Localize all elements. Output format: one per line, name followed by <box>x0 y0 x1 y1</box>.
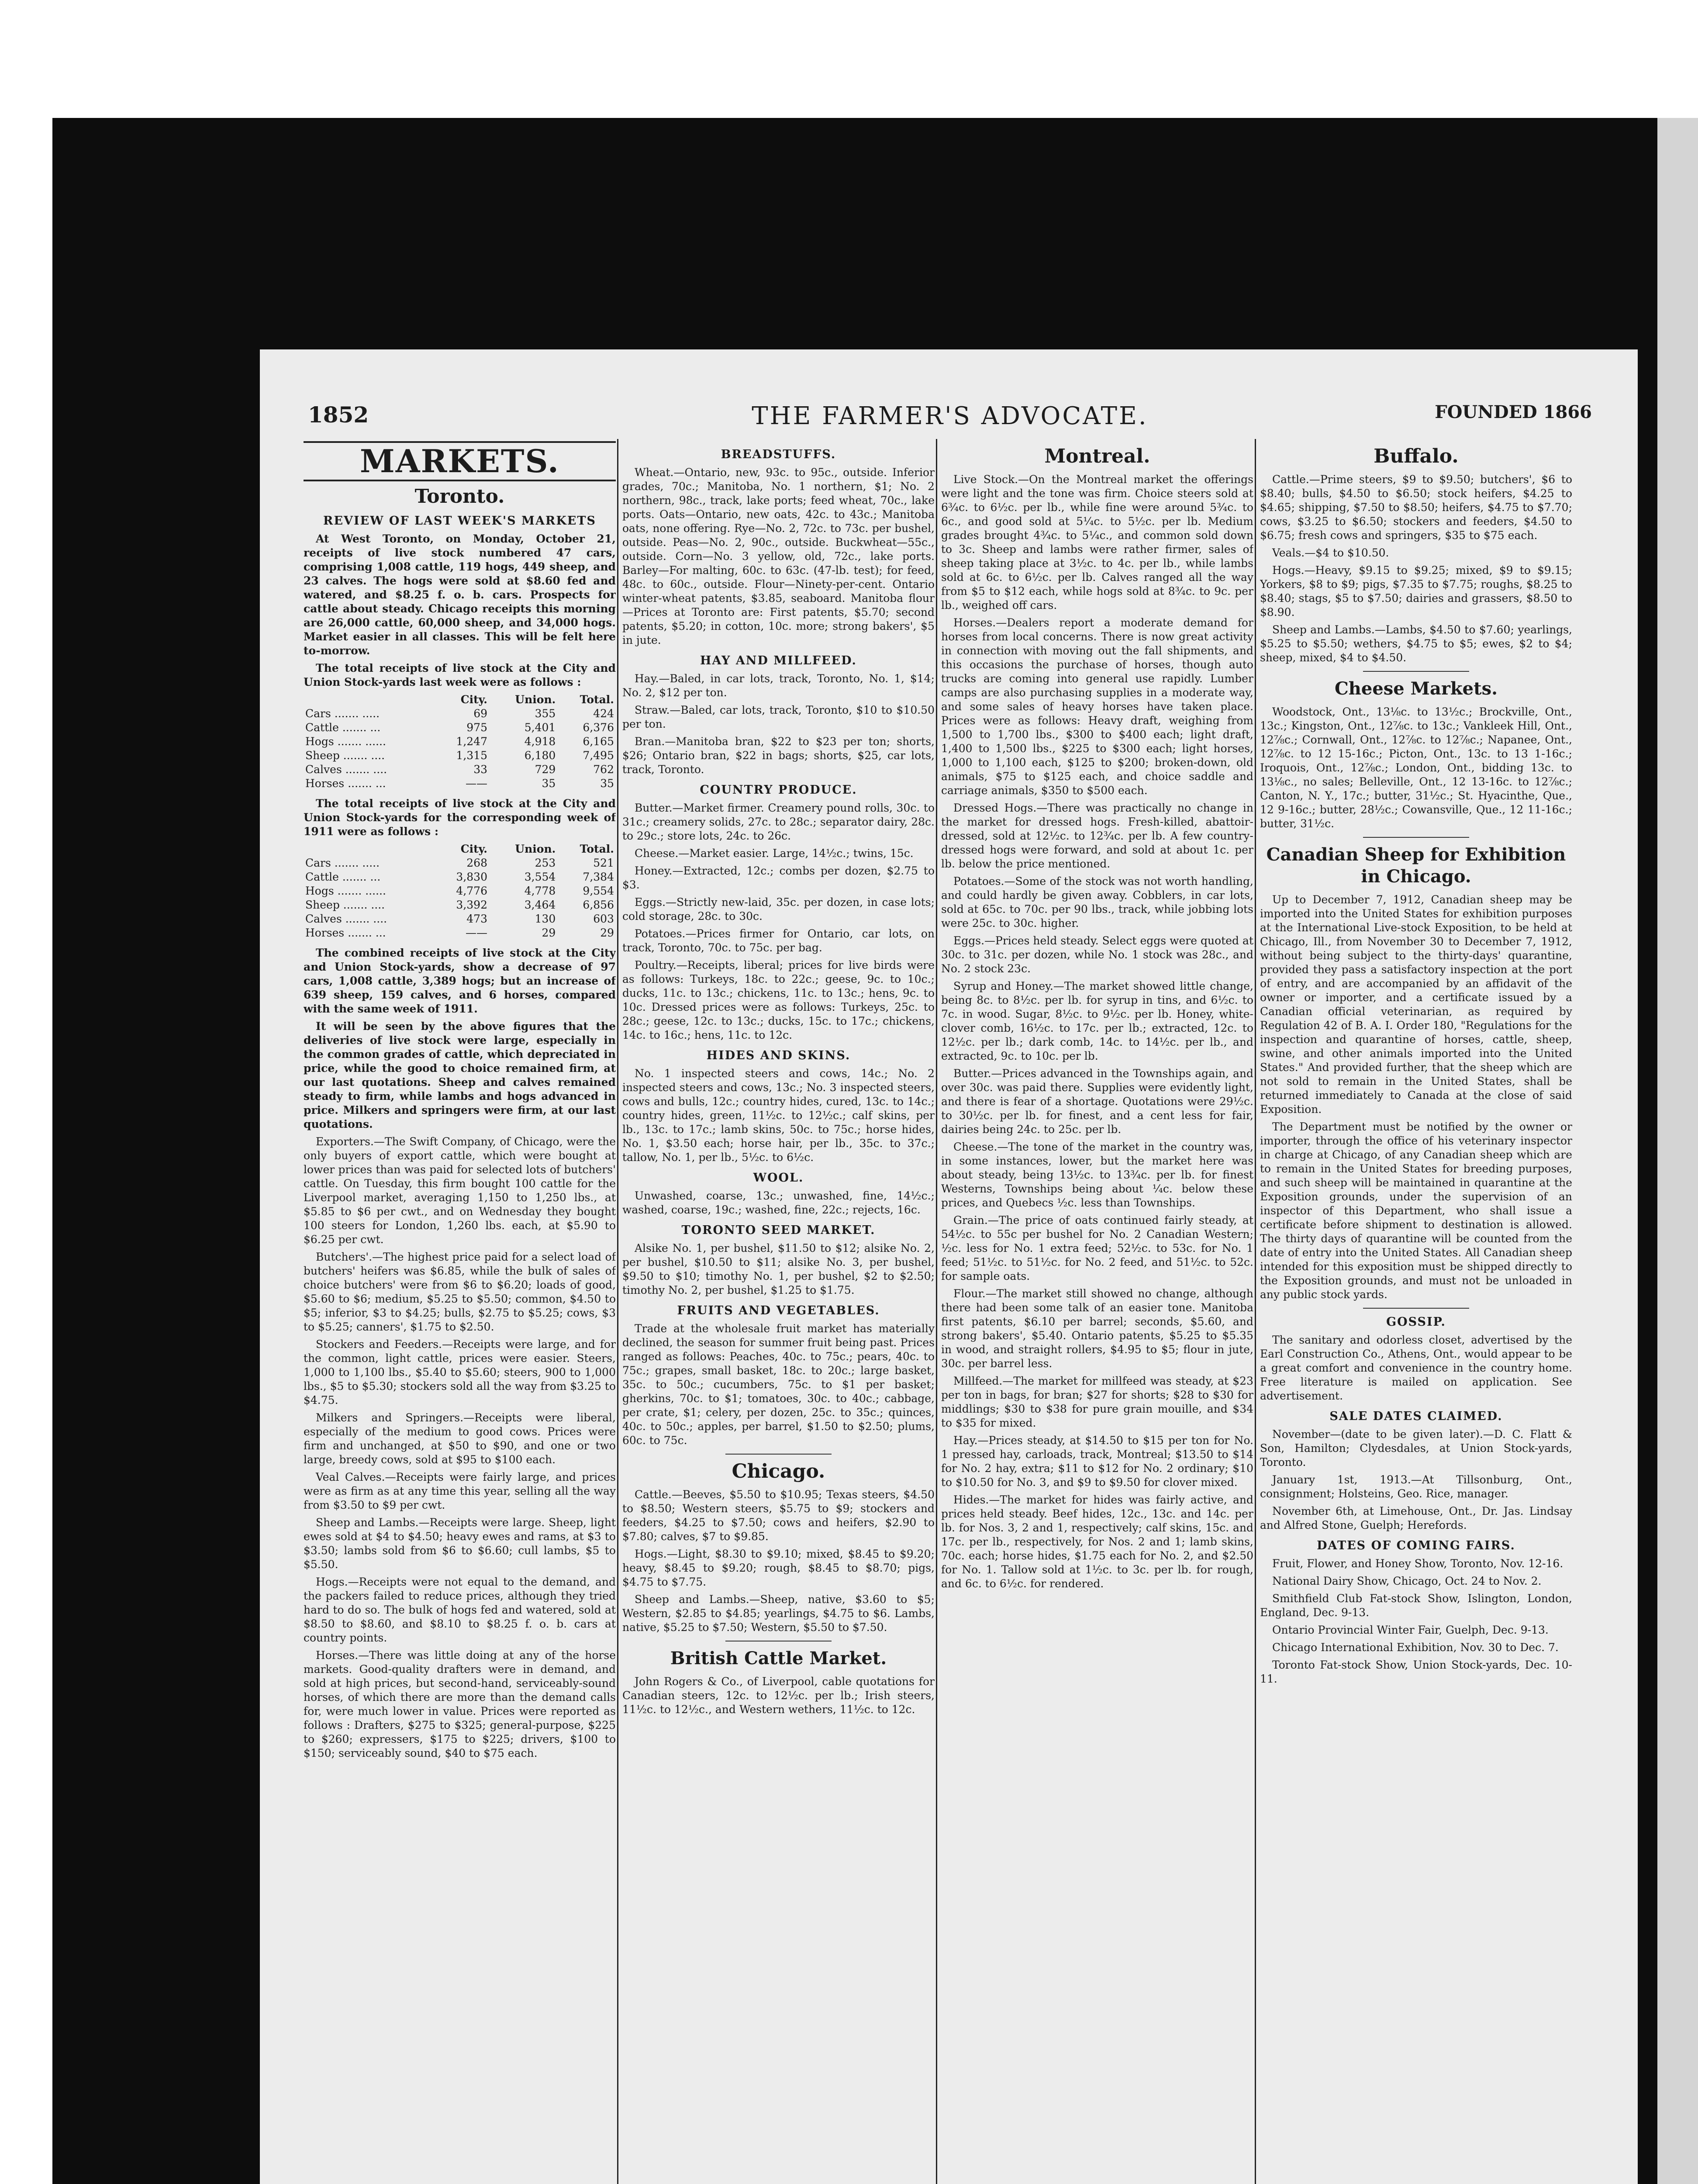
article-paragraph: Smithfield Club Fat-stock Show, Islington, London, England, Dec. 9-13. <box>1260 1592 1572 1619</box>
article-paragraph: Stockers and Feeders.—Receipts were large, and for the common, light cattle, prices were easier. Steers, 1,000 to 1,100 lbs., $5.40 to $5.60; steers, 900 to 1,000 lbs., $5 to $5.30; stockers sold all the way from $3.25 to $4.75. <box>304 1338 616 1406</box>
article-paragraph: Toronto Fat-stock Show, Union Stock-yards, Dec. 10-11. <box>1260 1659 1572 1685</box>
column-rule <box>1255 439 1256 2184</box>
coming-fairs-heading: DATES OF COMING FAIRS. <box>1317 1539 1515 1552</box>
table-header-cell: Total. <box>580 693 614 706</box>
british-cattle-heading: British Cattle Market. <box>670 1648 887 1669</box>
toronto-heading: Toronto. <box>414 485 505 508</box>
article-paragraph: Sheep and Lambs.—Receipts were large. Sheep, light ewes sold at $4 to $4.50; heavy ewes and rams, at $3 to $3.50; lambs sold from $6 to $6.60; cull lambs, $5 to $5.50. <box>304 1516 616 1571</box>
article-paragraph: Veal Calves.—Receipts were fairly large, and prices were as firm as at any time this year, selling all the way from $3.50 to $9 per cwt. <box>304 1471 616 1511</box>
article-paragraph: The total receipts of live stock at the City and Union Stock-yards for the corresponding week of 1911 were as follows : <box>304 797 616 838</box>
table-cell: —— <box>466 926 487 939</box>
article-paragraph: Poultry.—Receipts, liberal; prices for live birds were as follows: Turkeys, 18c. to 22c.; geese, 9c. to 10c.; ducks, 11c. to 13c.; chickens, 11c. to 13c.; hens, 9c. to 10c. Dressed prices were as follows: Turkeys, 25c. to 28c.; geese, 12c. to 13c.; ducks, 15c. to 17c.; chickens, 14c. to 16c.; hens, 11c. to 12c. <box>622 959 935 1041</box>
article-paragraph: Hides.—The market for hides was fairly active, and prices held steady. Beef hides, 12c., 13c. and 14c. per lb. for Nos. 3, 2 and 1, respectively; calf skins, 15c. and 17c. per lb., respectively, for Nos. 2 and 1; lamb skins, 70c. each; horse hides, $1.75 each for No. 2, and $2.50 for No. 1. Tallow sold at 1½c. to 3c. per lb. for rough, and 6c. to 6½c. for rendered. <box>941 1493 1253 1590</box>
table-cell: Cattle ....... ... <box>305 871 381 883</box>
table-cell: 3,830 <box>456 871 487 883</box>
table-cell: 3,464 <box>524 898 556 911</box>
table-cell: 33 <box>473 763 487 776</box>
founded-year: FOUNDED 1866 <box>1435 402 1592 422</box>
table-cell: Calves ....... .... <box>305 912 387 925</box>
table-cell: 29 <box>600 926 614 939</box>
table-header-cell <box>304 693 435 707</box>
table-cell: Horses ....... ... <box>305 777 386 790</box>
article-paragraph: November 6th, at Limehouse, Ont., Dr. Jas. Lindsay and Alfred Stone, Guelph; Herefords. <box>1260 1505 1572 1531</box>
article-paragraph: At West Toronto, on Monday, October 21, receipts of live stock numbered 47 cars, comprising 1,008 cattle, 119 hogs, 449 sheep, and 23 calves. The hogs were sold at $8.60 fed and watered, and $8.25 f. o. b. cars. Prospects for cattle about steady. Chicago receipts this morning are 26,000 cattle, 60,000 sheep, and 34,000 hogs. Market easier in all classes. This will be felt here to-morrow. <box>304 532 616 657</box>
table-cell: Cattle ....... ... <box>305 721 381 734</box>
table-cell: 69 <box>473 707 487 720</box>
table-row <box>304 749 616 763</box>
column-buffalo-gossip <box>1260 441 1572 2184</box>
sale-dates-heading: SALE DATES CLAIMED. <box>1329 1410 1503 1423</box>
article-paragraph: November—(date to be given later).—D. C. Flatt & Son, Hamilton; Clydesdales, at Union Stock-yards, Toronto. <box>1260 1428 1572 1469</box>
table-row <box>304 735 616 749</box>
article-paragraph: Wheat.—Ontario, new, 93c. to 95c., outside. Inferior grades, 70c.; Manitoba, No. 1 northern, $1; No. 2 northern, 98c., track, lake ports; feed wheat, 70c., lake ports. Oats—Ontario, new oats, 42c. to 43c.; Manitoba oats, none offering. Rye—No. 2, 72c. to 73c. per bushel, outside. Peas—No. 2, 90c., outside. Buckwheat—55c., outside. Corn—No. 3 yellow, old, 72c., lake ports. Barley—For malting, 60c. to 63c. (47-lb. test); for feed, 48c. to 60c., outside. Flour—Ninety-per-cent. Ontario winter-wheat patents, $3.85, seaboard. Manitoba flour—Prices at Toronto are: First patents, $5.70; second patents, $5.20; in cotton, 10c. more; strong bakers', $5 in jute. <box>622 466 935 646</box>
article-paragraph: No. 1 inspected steers and cows, 14c.; No. 2 inspected steers and cows, 13c.; No. 3 inspected steers, cows and bulls, 12c.; country hides, cured, 13c. to 14c.; country hides, green, 11½c. to 12½c.; calf skins, per lb., 13c. to 17c.; lamb skins, 50c. to 75c.; horse hides, No. 1, $3.50 each; horse hair, per lb., 35c. to 37c.; tallow, No. 1, per lb., 5½c. to 6½c. <box>622 1067 935 1164</box>
table-cell: 603 <box>593 912 614 925</box>
table-header-row <box>304 693 616 707</box>
column-breadstuffs-produce <box>622 441 935 2184</box>
article-paragraph: Straw.—Baled, car lots, track, Toronto, $10 to $10.50 per ton. <box>622 704 935 730</box>
section-divider <box>1363 1308 1469 1309</box>
article-paragraph: Exporters.—The Swift Company, of Chicago, were the only buyers of export cattle, which were bought at lower prices than was paid for selected lots of butchers' cattle. On Tuesday, this firm bought 100 cattle for the Liverpool market, averaging 1,150 to 1,250 lbs., at $5.85 to $6 per cwt., and on Wednesday they bought 100 steers for London, 1,260 lbs. each, at $5.90 to $6.25 per cwt. <box>304 1135 616 1246</box>
article-paragraph: Cattle.—Prime steers, $9 to $9.50; butchers', $6 to $8.40; bulls, $4.50 to $6.50; stock heifers, $4.25 to $4.65; shipping, $7.50 to $8.50; heifers, $4.75 to $7.70; cows, $3.25 to $6.50; stockers and feeders, $4.50 to $6.75; fresh cows and springers, $35 to $75 each. <box>1260 473 1572 542</box>
article-paragraph: Cattle.—Beeves, $5.50 to $10.95; Texas steers, $4.50 to $8.50; Western steers, $5.75 to $9; stockers and feeders, $4.25 to $7.50; cows and heifers, $2.90 to $7.80; calves, $7 to $9.85. <box>622 1488 935 1543</box>
page-number: 1852 <box>308 402 369 428</box>
table-header-cell: Total. <box>580 843 614 855</box>
table-cell: 4,778 <box>524 885 556 897</box>
table-row <box>304 884 616 898</box>
table-row <box>304 898 616 912</box>
table-row <box>304 926 616 940</box>
chicago-heading: Chicago. <box>732 1460 825 1482</box>
table-row <box>304 707 616 721</box>
table-row <box>304 721 616 735</box>
article-paragraph: Hay.—Baled, in car lots, track, Toronto, No. 1, $14; No. 2, $12 per ton. <box>622 672 935 699</box>
article-paragraph: Hogs.—Light, $8.30 to $9.10; mixed, $8.45 to $9.20; heavy, $8.45 to $9.20; rough, $8.45 to $8.70; pigs, $4.75 to $7.75. <box>622 1548 935 1588</box>
adjacent-page-edge <box>1657 118 1698 2184</box>
article-paragraph: Honey.—Extracted, 12c.; combs per dozen, $2.75 to $3. <box>622 864 935 891</box>
table-row <box>304 763 616 777</box>
table-cell: 6,180 <box>524 749 556 762</box>
article-paragraph: John Rogers & Co., of Liverpool, cable quotations for Canadian steers, 12c. to 12½c. per lb.; Irish steers, 11½c. to 12½c., and Western wethers, 11½c. to 12c. <box>622 1675 935 1716</box>
article-paragraph: Millfeed.—The market for millfeed was steady, at $23 per ton in bags, for bran; $27 for shorts; $28 to $30 for middlings; $30 to $38 for pure grain mouille, and $34 to $35 for mixed. <box>941 1375 1253 1429</box>
table-cell: 7,495 <box>583 749 614 762</box>
table-header-cell <box>304 842 435 856</box>
table-cell: 253 <box>535 857 556 869</box>
section-divider <box>1363 837 1469 838</box>
article-paragraph: Grain.—The price of oats continued fairly steady, at 54½c. to 55c per bushel for No. 2 Canadian Western; ½c. less for No. 1 extra feed; 52½c. to 53c. for No. 1 feed; 51½c. to 51½c. for No. 2 feed, and 51½c. to 52c. for sample oats. <box>941 1214 1253 1282</box>
table-cell: 762 <box>593 763 614 776</box>
table-cell: 521 <box>593 857 614 869</box>
table-header-cell: City. <box>460 693 487 706</box>
article-paragraph: Potatoes.—Some of the stock was not worth handling, and could hardly be given away. Cobblers, in car lots, sold at 65c. to 70c. per 90 lbs., track, while jobbing lots were 25c. to 30c. higher. <box>941 875 1253 930</box>
article-paragraph: Woodstock, Ont., 13⅛c. to 13½c.; Brockville, Ont., 13c.; Kingston, Ont., 12⅞c. to 13c.; Vankleek Hill, Ont., 12⅞c.; Cornwall, Ont., 12⅞c. to 12⅞c.; Napanee, Ont., 12⅞c. to 12 15-16c.; Picton, Ont., 13c. to 13 1-16c.; Iroquois, Ont., 12⅞c.; London, Ont., bidding 13c. to 13⅛c., no sales; Belleville, Ont., 12 13-16c. to 12⅞c.; Canton, N. Y., 17c.; butter, 31½c.; St. Hyacinthe, Que., 12 9-16c.; butter, 28½c.; Cowansville, Que., 12 11-16c.; butter, 31½c. <box>1260 705 1572 830</box>
table-row <box>304 870 616 884</box>
article-paragraph: Veals.—$4 to $10.50. <box>1272 546 1389 559</box>
markets-title: MARKETS. <box>304 441 616 481</box>
article-paragraph: Butter.—Prices advanced in the Townships again, and over 30c. was paid there. Supplies were evidently light, and there is fear of a shortage. Quotations were 29½c. to 30½c. per lb. for finest, and a cent less for fair, dairies being 24c. to 25c. per lb. <box>941 1067 1253 1136</box>
article-paragraph: Up to December 7, 1912, Canadian sheep may be imported into the United States for exhibition purposes at the International Live-stock Exposition, to be held at Chicago, Ill., from November 30 to December 7, 1912, without being subject to the thirty-days' quarantine, provided they pass a satisfactory inspection at the port of entry, and are accompanied by an affidavit of the owner or importer, and a certificate issued by a Canadian official veterinarian, as required by Regulation 42 of B. A. I. Order 180, "Regulations for the inspection and quarantine of horses, cattle, sheep, swine, and other animals imported into the United States." And provided further, that the sheep which are not sold to remain in the United States, shall be returned immediately to Canada at the close of said Exposition. <box>1260 893 1572 1116</box>
table-cell: Calves ....... .... <box>305 763 387 776</box>
article-paragraph: Live Stock.—On the Montreal market the offerings were light and the tone was firm. Choice steers sold at 6¾c. to 6½c. per lb., while fine were around 5¾c. to 6c., and good sold at 5¼c. to 5½c. per lb. Medium grades brought 4¾c. to 5¼c., and common sold down to 3c. Sheep and lambs were rather firmer, sales of sheep taking place at 3½c. to 4c. per lb., while lambs sold at 6c. to 6½c. per lb. Calves ranged all the way from $5 to $12 each, while hogs sold at 8¾c. to 9c. per lb., weighed off cars. <box>941 473 1253 612</box>
table-cell: 473 <box>466 912 487 925</box>
table-cell: Sheep ....... .... <box>305 749 385 762</box>
table-cell: 7,384 <box>583 871 614 883</box>
table-header-cell: Union. <box>515 843 556 855</box>
breadstuffs-heading: BREADSTUFFS. <box>721 448 836 461</box>
article-paragraph: The sanitary and odorless closet, advertised by the Earl Construction Co., Athens, Ont., would appear to be a great comfort and convenience in the country home. Free literature is mailed on application. See advertisement. <box>1260 1334 1572 1402</box>
article-paragraph: Cheese.—The tone of the market in the country was, in some instances, lower, but the market here was about steady, being 13½c. to 13¾c. per lb. for finest Westerns, Townships being about ¼c. below these prices, and Quebecs ½c. less than Townships. <box>941 1140 1253 1209</box>
table-row <box>304 912 616 926</box>
table-cell: 4,776 <box>456 885 487 897</box>
article-paragraph: Sheep and Lambs.—Sheep, native, $3.60 to $5; Western, $2.85 to $4.85; yearlings, $4.75 to $6. Lambs, native, $5.25 to $7.50; Western, $5.50 to $7.50. <box>622 1593 935 1634</box>
article-paragraph: Unwashed, coarse, 13c.; unwashed, fine, 14½c.; washed, coarse, 19c.; washed, fine, 22c.; rejects, 16c. <box>622 1189 935 1216</box>
cheese-markets-heading: Cheese Markets. <box>1334 678 1498 699</box>
table-cell: 3,554 <box>524 871 556 883</box>
receipts-table-1912 <box>304 693 616 791</box>
table-cell: 6,856 <box>583 898 614 911</box>
article-paragraph: Alsike No. 1, per bushel, $11.50 to $12; alsike No. 2, per bushel, $10.50 to $11; alsike No. 3, per bushel, $9.50 to $10; timothy No. 1, per bushel, $2 to $2.50; timothy No. 2, per bushel, $1.25 to $1.75. <box>622 1242 935 1296</box>
article-paragraph: Bran.—Manitoba bran, $22 to $23 per ton; shorts, $26; Ontario bran, $22 in bags; shorts, $25, car lots, track, Toronto. <box>622 735 935 776</box>
table-cell: 1,315 <box>456 749 487 762</box>
table-cell: 975 <box>466 721 487 734</box>
article-paragraph: Sheep and Lambs.—Lambs, $4.50 to $7.60; yearlings, $5.25 to $5.50; wethers, $4.75 to $5; ewes, $2 to $4; sheep, mixed, $4 to $4.50. <box>1260 623 1572 664</box>
article-paragraph: Ontario Provincial Winter Fair, Guelph, Dec. 9-13. <box>1272 1624 1549 1636</box>
table-header-row <box>304 842 616 856</box>
column-rule <box>617 439 618 2184</box>
article-paragraph: Horses.—There was little doing at any of the horse markets. Good-quality drafters were in demand, and sold at high prices, but second-hand, serviceably-sound horses, of which there are more than the demand calls for, were much lower in value. Prices were reported as follows : Drafters, $275 to $325; general-purpose, $225 to $260; expressers, $175 to $225; drivers, $100 to $150; serviceably sound, $40 to $75 each. <box>304 1649 616 1759</box>
table-row <box>304 856 616 870</box>
table-cell: 729 <box>535 763 556 776</box>
article-paragraph: The combined receipts of live stock at the City and Union Stock-yards, show a decrease of 97 cars, 1,008 cattle, 3,389 hogs; but an increase of 639 sheep, 159 calves, and 6 horses, compared with the same week of 1911. <box>304 947 616 1015</box>
masthead: THE FARMER'S ADVOCATE. <box>752 402 1148 430</box>
seed-market-heading: TORONTO SEED MARKET. <box>681 1223 876 1237</box>
table-cell: 355 <box>535 707 556 720</box>
article-paragraph: Butter.—Market firmer. Creamery pound rolls, 30c. to 31c.; creamery solids, 27c. to 28c.; separator dairy, 28c. to 29c.; store lots, 24c. to 26c. <box>622 802 935 842</box>
table-header-cell: City. <box>460 843 487 855</box>
article-paragraph: Horses.—Dealers report a moderate demand for horses from local concerns. There is now great activity in connection with moving out the fall shipments, and this occasions the purchase of horses, though auto trucks are coming into general use rapidly. Lumber camps are also purchasing supplies in a moderate way, and some sales of heavy horses have taken place. Prices were as follows: Heavy draft, weighing from 1,500 to 1,700 lbs., $300 to $400 each; light draft, 1,400 to 1,500 lbs., $225 to $300 each; light horses, 1,000 to 1,100 each, $125 to $200; broken-down, old animals, $75 to $125 each, and choice saddle and carriage animals, $350 to $500 each. <box>941 616 1253 797</box>
buffalo-heading: Buffalo. <box>1374 445 1459 467</box>
article-paragraph: Potatoes.—Prices firmer for Ontario, car lots, on track, Toronto, 70c. to 75c. per bag. <box>622 927 935 954</box>
wool-heading: WOOL. <box>753 1171 804 1185</box>
table-cell: 35 <box>542 777 556 790</box>
table-cell: 6,376 <box>583 721 614 734</box>
article-paragraph: Hay.—Prices steady, at $14.50 to $15 per ton for No. 1 pressed hay, carloads, track, Montreal; $13.50 to $14 for No. 2 hay, extra; $11 to $12 for No. 2 ordinary; $10 to $10.50 for No. 3, and $9 to $9.50 for clover mixed. <box>941 1434 1253 1489</box>
section-divider <box>725 1454 832 1455</box>
article-paragraph: Dressed Hogs.—There was practically no change in the market for dressed hogs. Fresh-killed, abattoir-dressed, sold at 12½c. to 12¾c. per lb. A few country-dressed hogs were forward, and sold at about 1c. per lb. below the price mentioned. <box>941 802 1253 870</box>
article-paragraph: January 1st, 1913.—At Tillsonburg, Ont., consignment; Holsteins, Geo. Rice, manager. <box>1260 1473 1572 1500</box>
table-cell: 29 <box>542 926 556 939</box>
gossip-heading: GOSSIP. <box>1386 1315 1446 1329</box>
fruits-heading: FRUITS AND VEGETABLES. <box>677 1304 880 1317</box>
table-cell: Hogs ....... ...... <box>305 885 386 897</box>
country-produce-heading: COUNTRY PRODUCE. <box>700 783 857 797</box>
article-paragraph: The total receipts of live stock at the City and Union Stock-yards last week were as follows : <box>304 662 616 688</box>
article-paragraph: Hogs.—Receipts were not equal to the demand, and the packers failed to reduce prices, although they tried hard to do so. The bulk of hogs fed and watered, sold at $8.50 to $8.60, and $8.10 to $8.25 f. o. b. cars at country points. <box>304 1576 616 1644</box>
column-markets-toronto <box>304 441 616 2184</box>
table-cell: 268 <box>466 857 487 869</box>
montreal-heading: Montreal. <box>1044 445 1150 467</box>
table-cell: 9,554 <box>583 885 614 897</box>
article-paragraph: Chicago International Exhibition, Nov. 30 to Dec. 7. <box>1272 1641 1559 1654</box>
table-cell: Horses ....... ... <box>305 926 386 939</box>
table-cell: 1,247 <box>456 735 487 748</box>
canadian-sheep-heading: Canadian Sheep for Exhibition in Chicago. <box>1266 844 1566 887</box>
article-paragraph: Fruit, Flower, and Honey Show, Toronto, Nov. 12-16. <box>1272 1557 1563 1570</box>
article-paragraph: Hogs.—Heavy, $9.15 to $9.25; mixed, $9 to $9.15; Yorkers, $8 to $9; pigs, $7.35 to $7.75; roughs, $8.25 to $8.40; stags, $5 to $7.50; dairies and grassers, $8.50 to $8.90. <box>1260 564 1572 619</box>
article-paragraph: Eggs.—Strictly new-laid, 35c. per dozen, in case lots; cold storage, 28c. to 30c. <box>622 896 935 923</box>
table-cell: Sheep ....... .... <box>305 898 385 911</box>
table-cell: Cars ....... ..... <box>305 857 380 869</box>
section-divider <box>1363 671 1469 672</box>
article-paragraph: Butchers'.—The highest price paid for a select load of butchers' heifers was $6.85, while the bulk of sales of choice butchers' were from $6 to $6.20; loads of good, $5.60 to $6; medium, $5.25 to $5.50; common, $4.50 to $5; inferior, $3 to $4.25; bulls, $2.75 to $5.25; cows, $3 to $5.25; canners', $1.75 to $2.50. <box>304 1251 616 1333</box>
table-cell: 5,401 <box>524 721 556 734</box>
newspaper-page <box>260 349 1638 2184</box>
table-cell: 130 <box>535 912 556 925</box>
article-paragraph: Cheese.—Market easier. Large, 14½c.; twins, 15c. <box>635 847 914 860</box>
page-header <box>308 402 1592 437</box>
column-rule <box>936 439 937 2184</box>
table-cell: Hogs ....... ...... <box>305 735 386 748</box>
article-paragraph: Eggs.—Prices held steady. Select eggs were quoted at 30c. to 31c. per dozen, while No. 1 stock was 28c., and No. 2 stock 23c. <box>941 934 1253 975</box>
hides-heading: HIDES AND SKINS. <box>706 1049 851 1062</box>
article-paragraph: The Department must be notified by the owner or importer, through the office of his veterinary inspector in charge at Chicago, of any Canadian sheep which are to remain in the United States for breeding purposes, and such sheep will be maintained in quarantine at the Exposition grounds, under the supervision of an inspector of this Department, who shall issue a certificate before shipment to destination is allowed. The thirty days of quarantine will be counted from the date of entry into the United States. All Canadian sheep intended for this exposition must be shipped directly to the Exposition grounds, and must not be unloaded in any public stock yards. <box>1260 1120 1572 1301</box>
article-paragraph: Syrup and Honey.—The market showed little change, being 8c. to 8½c. per lb. for syrup in tins, and 6½c. to 7c. in wood. Sugar, 8½c. to 9½c. per lb. Honey, white-clover comb, 16½c. to 17c. per lb.; extracted, 12c. to 12½c. per lb.; dark comb, 14c. to 14½c. per lb., and extracted, 9c. to 10c. per lb. <box>941 980 1253 1062</box>
table-header-cell: Union. <box>515 693 556 706</box>
review-heading: REVIEW OF LAST WEEK'S MARKETS <box>323 514 596 528</box>
hay-heading: HAY AND MILLFEED. <box>700 654 857 667</box>
receipts-table-1911 <box>304 842 616 940</box>
table-cell: 3,392 <box>456 898 487 911</box>
table-cell: 35 <box>600 777 614 790</box>
column-montreal <box>941 441 1253 2184</box>
table-row <box>304 777 616 791</box>
article-paragraph: National Dairy Show, Chicago, Oct. 24 to Nov. 2. <box>1272 1575 1542 1587</box>
table-cell: —— <box>466 777 487 790</box>
table-cell: Cars ....... ..... <box>305 707 380 720</box>
article-paragraph: Flour.—The market still showed no change, although there had been some talk of an easier tone. Manitoba first patents, $6.10 per barrel; seconds, $5.60, and strong bakers', $5.40. Ontario patents, $5.25 to $5.35 in wood, and straight rollers, $4.95 to $5; flour in jute, 30c. per barrel less. <box>941 1287 1253 1370</box>
article-paragraph: Milkers and Springers.—Receipts were liberal, especially of the medium to good cows. Prices were firm and unchanged, at $50 to $90, and one or two large, breedy cows, sold at $95 to $100 each. <box>304 1411 616 1466</box>
table-cell: 424 <box>593 707 614 720</box>
table-cell: 4,918 <box>524 735 556 748</box>
table-cell: 6,165 <box>583 735 614 748</box>
article-paragraph: Trade at the wholesale fruit market has materially declined, the season for summer fruit being past. Prices ranged as follows: Peaches, 40c. to 75c.; pears, 40c. to 75c.; grapes, small basket, 18c. to 20c.; large basket, 35c. to 50c.; cucumbers, 75c. to $1 per basket; gherkins, 70c. to $1; tomatoes, 30c. to 40c.; cabbage, per crate, $1; celery, per dozen, 25c. to 35c.; quinces, 40c. to 50c.; apples, per barrel, $1.50 to $2.50; plums, 60c. to 75c. <box>622 1322 935 1447</box>
article-paragraph: It will be seen by the above figures that the deliveries of live stock were large, especially in the common grades of cattle, which depreciated in price, while the good to choice remained firm, at our last quotations. Sheep and calves remained steady to firm, while lambs and hogs advanced in price. Milkers and springers were firm, at our last quotations. <box>304 1020 616 1130</box>
